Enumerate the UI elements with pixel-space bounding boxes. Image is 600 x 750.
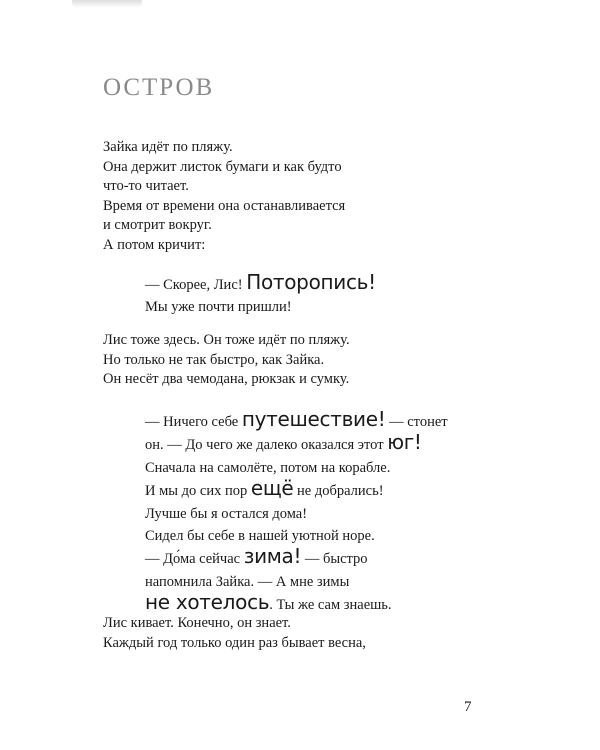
text-segment: не добрались! xyxy=(293,483,384,500)
text-segment: — стонет xyxy=(385,414,448,430)
emphasized-word: Поторопись! xyxy=(246,270,376,294)
text-line: Мы уже почти пришли! xyxy=(145,299,292,315)
text-line xyxy=(145,476,448,502)
text-line xyxy=(145,270,376,296)
text-line: Лис тоже здесь. Он тоже идёт по пляжу. xyxy=(103,332,350,348)
dialogue-paragraph-1 xyxy=(145,270,376,318)
emphasized-word: не хотелось xyxy=(145,590,270,615)
emphasized-word: ещё xyxy=(250,476,294,501)
text-line xyxy=(145,430,448,456)
text-segment: И мы до сих пор xyxy=(145,483,251,500)
dialogue-paragraph-2 xyxy=(145,407,448,617)
emphasized-word: юг! xyxy=(387,430,422,455)
text-segment: — быстро xyxy=(301,551,368,568)
text-line: напомнила Зайка. — А мне зимы xyxy=(145,573,350,590)
text-line: Лис кивает. Конечно, он знает. xyxy=(103,615,291,631)
text-line: Каждый год только один раз бывает весна, xyxy=(103,634,366,651)
text-line: Сначала на самолёте, потом на корабле. xyxy=(145,459,391,476)
text-line xyxy=(145,544,448,570)
text-segment: — Ничего себе xyxy=(145,414,242,430)
text-segment: — До́ма сейчас xyxy=(145,551,244,568)
text-line: А потом кричит: xyxy=(103,236,206,253)
text-line: Но только не так быстро, как Зайка. xyxy=(103,351,325,368)
text-line: Лучше бы я остался дома! xyxy=(145,505,308,522)
narration-paragraph-2 xyxy=(103,331,350,390)
text-line: Зайка идёт по пляжу. xyxy=(103,139,233,155)
emphasized-word: путешествие! xyxy=(241,407,386,431)
page-number: 7 xyxy=(464,699,472,715)
text-line: Он несёт два чемодана, рюкзак и сумку. xyxy=(103,371,350,387)
text-line: Время от времени она останавливается xyxy=(103,197,346,214)
text-line: что-то читает. xyxy=(103,178,189,194)
text-line: Она держит листок бумаги и как будто xyxy=(103,158,342,175)
page-edge-shadow xyxy=(72,0,142,8)
emphasized-word: зима! xyxy=(243,544,302,569)
text-segment: . Ты же сам знаешь. xyxy=(269,597,392,614)
text-segment: — Скорее, Лис! xyxy=(145,277,247,293)
text-segment: он. — До чего же далеко оказался этот xyxy=(145,437,388,454)
narration-paragraph-1 xyxy=(103,138,345,255)
narration-paragraph-3 xyxy=(103,614,366,653)
chapter-title: ОСТРОВ xyxy=(103,74,215,101)
text-line: Сидел бы себе в нашей уютной норе. xyxy=(145,528,375,545)
text-line: и смотрит вокруг. xyxy=(103,217,212,233)
